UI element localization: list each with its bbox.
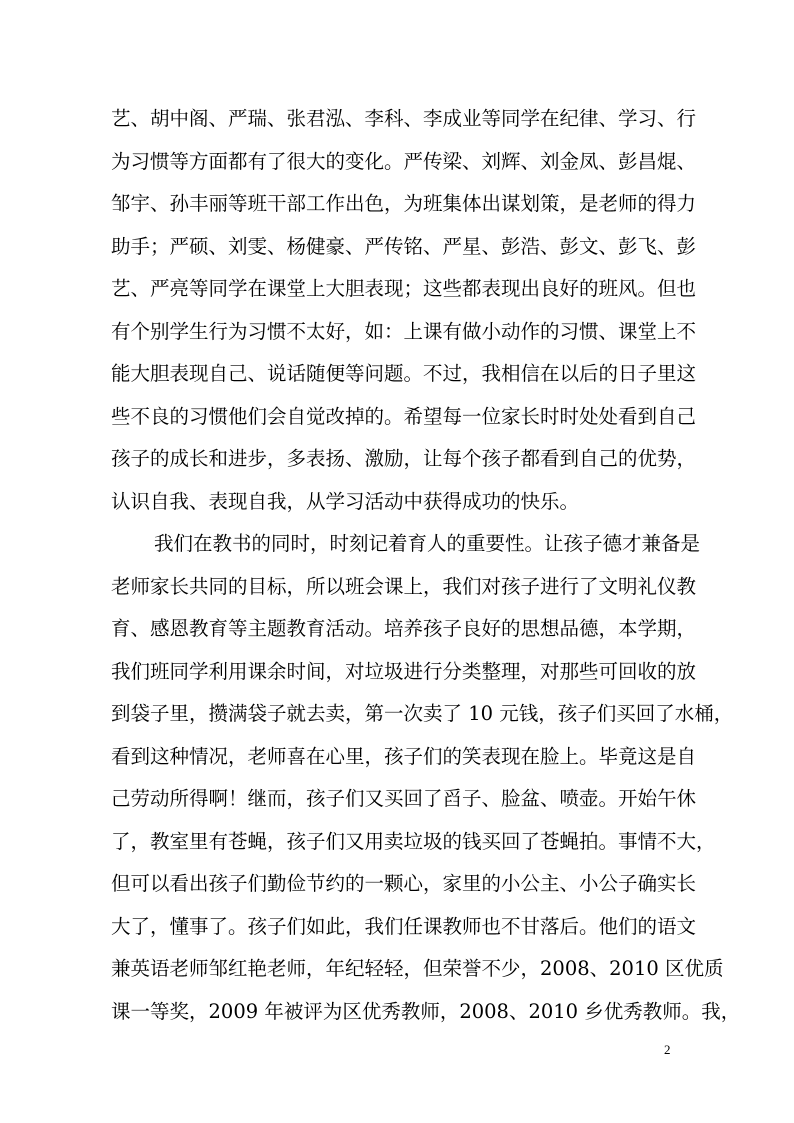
text-line: 课一等奖，2009 年被评为区优秀教师，2008、2010 乡优秀教师。我， [111,999,741,1023]
text-line: 到袋子里，攒满袋子就去卖，第一次卖了 10 元钱，孩子们买回了水桶， [111,702,734,725]
text-line: 邹宇、孙丰丽等班干部工作出色，为班集体出谋划策，是老师的得力 [111,192,697,215]
text-line: 为习惯等方面都有了很大的变化。严传梁、刘辉、刘金凤、彭昌焜、 [111,149,697,173]
text-line: 些不良的习惯他们会自觉改掉的。希望每一位家长时时处处看到自己 [111,404,697,428]
text-line: 能大胆表现自己、说话随便等问题。不过，我相信在以后的日子里这 [111,362,697,385]
body-text [111,98,741,1033]
text-line: 认识自我、表现自我，从学习活动中获得成功的快乐。 [111,489,580,513]
text-line: 老师家长共同的目标，所以班会课上，我们对孩子进行了文明礼仪教 [111,574,697,598]
text-line: 但可以看出孩子们勤俭节约的一颗心，家里的小公主、小公子确实长 [111,872,697,895]
text-line: 艺、严亮等同学在课堂上大胆表现；这些都表现出良好的班风。但也 [111,277,697,300]
text-line: 艺、胡中阁、严瑞、张君泓、李科、李成业等同学在纪律、学习、行 [111,107,697,130]
text-line: 己劳动所得啊！继而，孩子们又买回了舀子、脸盆、喷壶。开始午休 [111,787,697,810]
text-line: 助手；严硕、刘雯、杨健豪、严传铭、严星、彭浩、彭文、彭飞、彭 [111,234,697,258]
text-line: 大了，懂事了。孩子们如此，我们任课教师也不甘落后。他们的语文 [111,914,697,938]
text-line: 我们班同学利用课余时间，对垃圾进行分类整理，对那些可回收的放 [111,659,697,683]
text-line: 兼英语老师邹红艳老师，年纪轻轻，但荣誉不少，2008、2010 区优质 [111,957,724,980]
text-line: 看到这种情况，老师喜在心里，孩子们的笑表现在脸上。毕竟这是自 [111,744,697,768]
page-number: 2 [664,1042,671,1057]
text-line: 孩子的成长和进步，多表扬、激励，让每个孩子都看到自己的优势， [111,447,697,470]
text-line: 有个别学生行为习惯不太好，如：上课有做小动作的习惯、课堂上不 [111,319,697,343]
text-line: 育、感恩教育等主题教育活动。培养孩子良好的思想品德，本学期， [111,617,697,640]
text-line: 了，教室里有苍蝇，孩子们又用卖垃圾的钱买回了苍蝇拍。事情不大， [111,829,716,853]
paragraph-first-line: 我们在教书的同时，时刻记着育人的重要性。让孩子德才兼备是 [154,532,701,555]
